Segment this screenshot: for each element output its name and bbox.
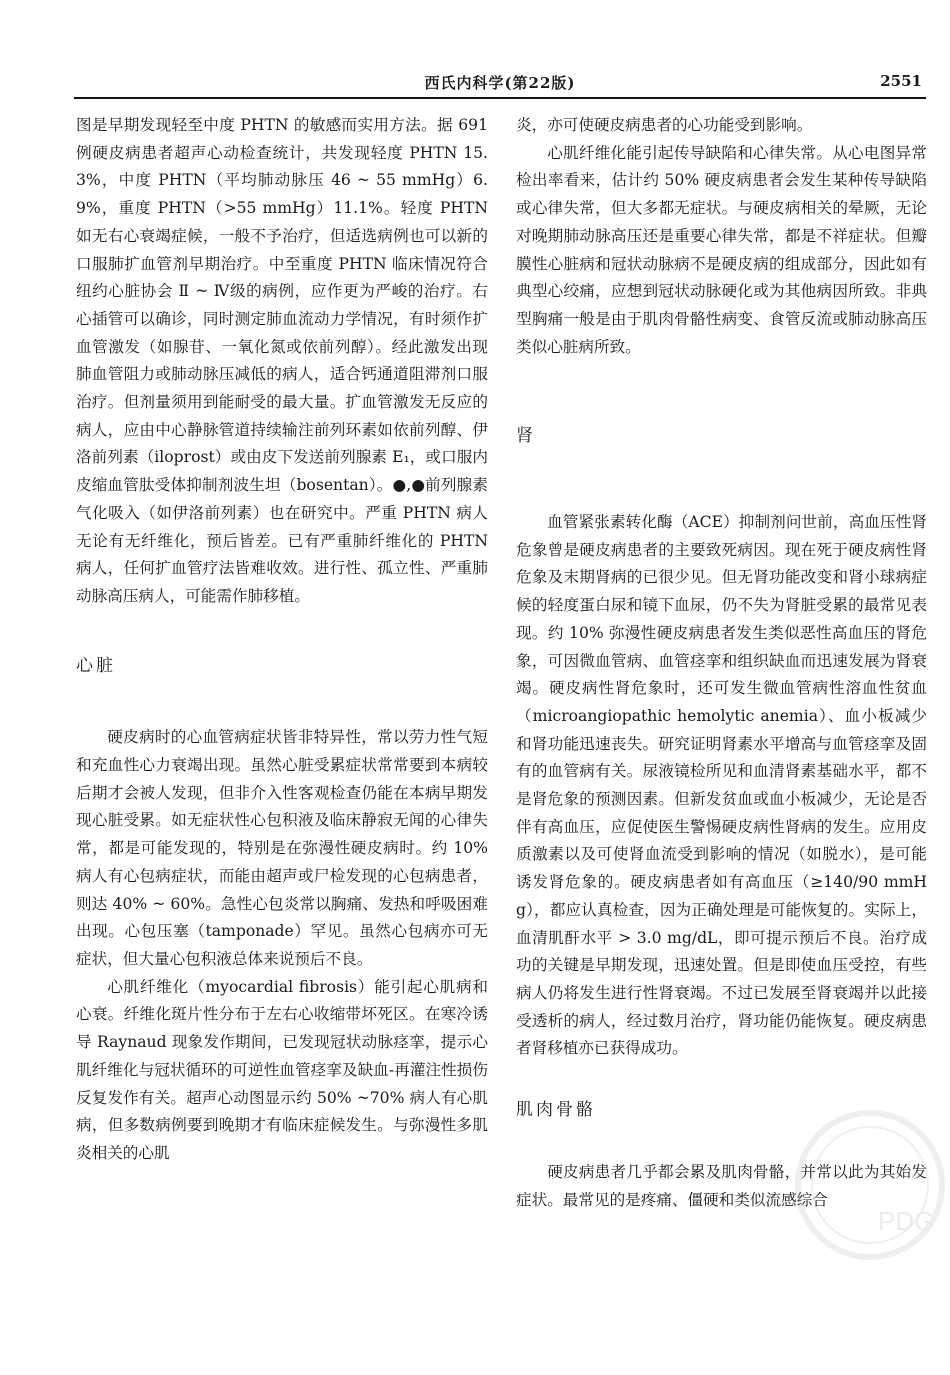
paragraph-musculoskeletal: 硬皮病患者几乎都会累及肌肉骨骼，并常以此为其始发症状。最常见的是疼痛、僵硬和类似流感综合 [516,1162,927,1209]
section-heading-heart: 心脏 [76,655,116,676]
paragraph-heart-symptoms: 硬皮病时的心血管病症状皆非特异性，常以劳力性气短和充血性心力衰竭出现。虽然心脏受累症状常常要到本病较后期才会被人发现，但非介入性客观检查仍能在本病早期发现心脏受累。如无症状性心包积液及临床静寂无闻的心律失常，都是可能发现的，特别是在弥漫性硬皮病时。约 10% 病人有心包病症状，而能由超声或尸检发现的心包病患者，则达 40% ~ 60%。急性心包炎常以胸痛、发热和呼吸困难出现。心包压塞（tamponade）罕见。虽然心包病亦可无症状，但大量心包积液总体来说预后不良。 [76,728,488,968]
paragraph-pulmonary-continued: 图是早期发现轻至中度 PHTN 的敏感而实用方法。据 691 例硬皮病患者超声心动检查统计，共发现轻度 PHTN 15.3%，中度 PHTN（平均肺动脉压 46 ~ 55 mmHg）6.9%，重度 PHTN（>55 mmHg）11.1%。轻度 PHTN 如无右心衰竭症候，一般不予治疗，但适选病例也可以新的口服肺扩血管剂早期治疗。中至重度 PHTN 临床情况符合纽约心脏协会 Ⅱ ~ Ⅳ级的病例，应作更为严峻的治疗。右心插管可以确诊，同时测定肺血流动力学情况，有时须作扩血管激发（如腺苷、一氧化氮或依前列醇）。经此激发出现肺血管阻力或肺动脉压减低的病人，适合钙通道阻滞剂口服治疗。但剂量须用到能耐受的最大量。扩血管激发无反应的病人，应由中心静脉管道持续输注前列环素如依前列醇、伊洛前列素（iloprost）或由皮下发送前列腺素 E₁，或口服内皮缩血管肽受体抑制剂波生坦（bosentan）。●,●前列腺素气化吸入（如伊洛前列素）也在研究中。严重 PHTN 病人无论有无纤维化，预后皆差。已有严重肺纤维化的 PHTN 病人，任何扩血管疗法皆难收效。进行性、孤立性、严重肺动脉高压病人，可能需作肺移植。 [76,116,488,605]
watermark-text: PDG [878,1206,935,1236]
section-heading-kidney: 肾 [516,426,536,447]
paragraph-renal-crisis: 血管紧张素转化酶（ACE）抑制剂问世前，高血压性肾危象曾是硬皮病患者的主要致死病因。现在死于硬皮病性肾危象及末期肾病的已很少见。但无肾功能改变和肾小球病症候的轻度蛋白尿和镜下血尿，仍不失为肾脏受累的最常见表现。约 10% 弥漫性硬皮病患者发生类似恶性高血压的肾危象，可因微血管病、血管痉挛和组织缺血而迅速发展为肾衰竭。硬皮病性肾危象时，还可发生微血管病性溶血性贫血（microangiopathic hemolytic anemia）、血小板减少和肾功能迅速丧失。研究证明肾素水平增高与血管痉挛及固有的血管病有关。尿液镜检所见和血清肾素基础水平，都不是肾危象的预测因素。但新发贫血或血小板减少，无论是否伴有高血压，应促使医生警惕硬皮病性肾病的发生。应用皮质激素以及可使肾血流受到影响的情况（如脱水），是可能诱发肾危象的。硬皮病患者如有高血压（≥140/90 mmHg），都应认真检查，因为正确处理是可能恢复的。实际上，血清肌酐水平 > 3.0 mg/dL，即可提示预后不良。治疗成功的关键是早期发现，迅速处置。但是即使血压受控，有些病人仍将发生进行性肾衰竭。不过已发展至肾衰竭并以此接受透析的病人，经过数月治疗，肾功能仍能恢复。硬皮病患者肾移植亦已获得成功。 [516,513,927,1058]
paragraph-myocardial-fibrosis: 心肌纤维化（myocardial fibrosis）能引起心肌病和心衰。纤维化斑片性分布于左右心收缩带坏死区。在寒冷诱导 Raynaud 现象发作期间，已发现冠状动脉痉挛，提示心肌纤维化与冠状循环的可逆性血管痉挛及缺血-再灌注性损伤反复发作有关。超声心动图显示约 50% ~70% 病人有心肌病，但多数病例要到晚期才有临床症候发生。与弥漫性多肌炎相关的心肌 [76,977,488,1162]
paragraph-conduction-defects: 心肌纤维化能引起传导缺陷和心律失常。从心电图异常检出率看来，估计约 50% 硬皮病患者会发生某种传导缺陷或心律失常，但大多都无症状。与硬皮病相关的晕厥，无论对晚期肺动脉高压还是重要心律失常，都是不祥症状。但瓣膜性心脏病和冠状动脉病不是硬皮病的组成部分，因此如有典型心绞痛，应想到冠状动脉硬化或为其他病因所致。非典型胸痛一般是由于肌肉骨骼性病变、食管反流或肺动脉高压类似心脏病所致。 [516,143,927,356]
section-heading-musculoskeletal: 肌肉骨骼 [516,1100,596,1121]
running-header [74,72,926,96]
left-column [76,112,488,1168]
page-number: 2551 [880,72,922,90]
header-rule [74,97,926,99]
right-column [516,112,927,1214]
paragraph-myocarditis-continued: 炎，亦可使硬皮病患者的心功能受到影响。 [516,116,813,134]
book-title: 西氏内科学(第22版) [424,74,576,92]
